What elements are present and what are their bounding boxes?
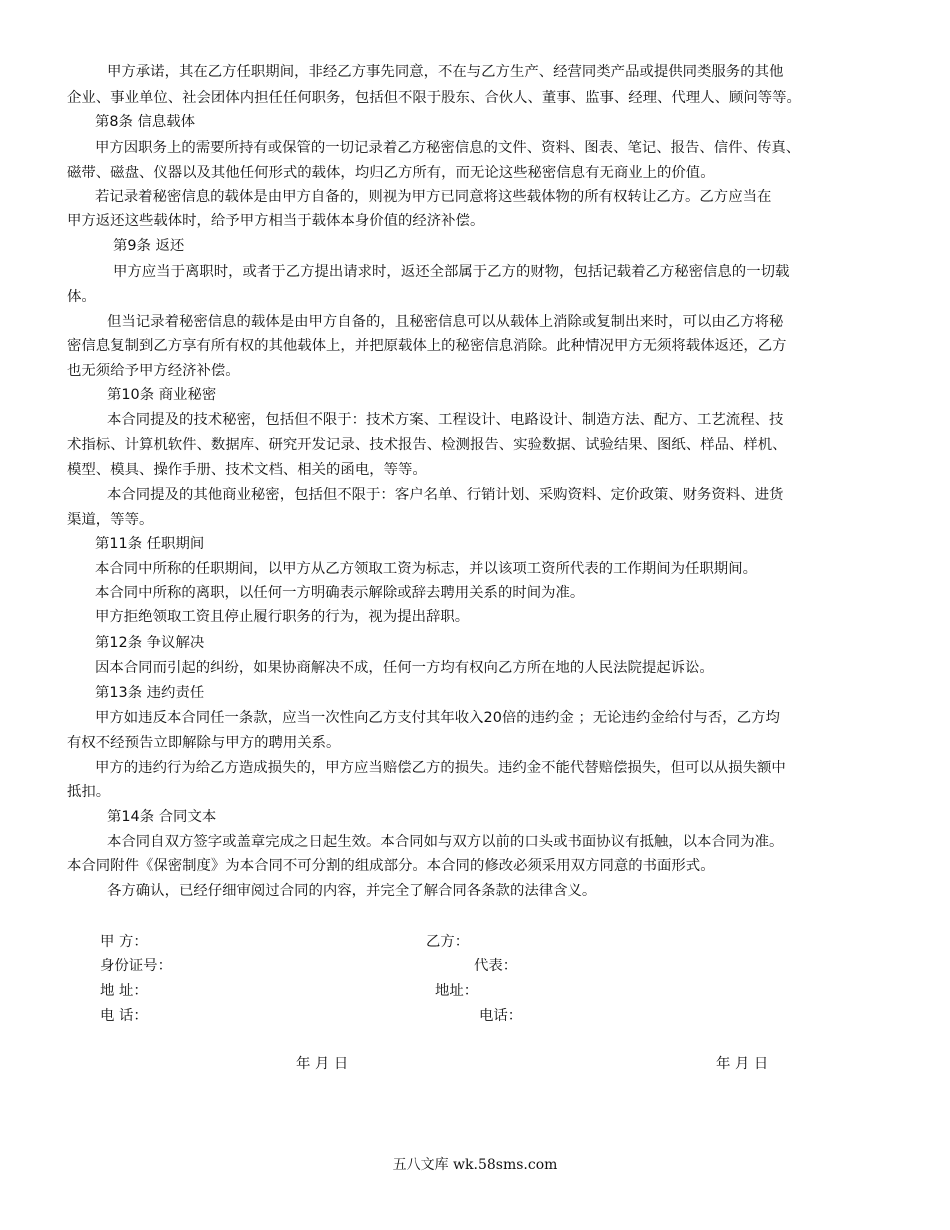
- body-line: 因本合同而引起的纠纷，如果协商解决不成，任何一方均有权向乙方所在地的人民法院提起诉讼。: [95, 660, 714, 676]
- address-a-label: 地 址：: [100, 983, 148, 999]
- body-line: 渠道，等等。: [67, 512, 154, 528]
- page-footer: 五八文库 wk.58sms.com: [392, 1157, 558, 1173]
- phone-a-label: 电 话：: [100, 1008, 148, 1024]
- body-line: 抵扣。: [67, 784, 111, 800]
- body-line: 甲方因职务上的需要所持有或保管的一切记录着乙方秘密信息的文件、资料、图表、笔记、报告、信件、传真、: [95, 140, 801, 156]
- body-line: 甲方应当于离职时，或者于乙方提出请求时，返还全部属于乙方的财物，包括记载着乙方秘密信息的一切载: [113, 264, 790, 280]
- section-heading: 第10条 商业秘密: [107, 387, 217, 403]
- body-line: 本合同中所称的任职期间，以甲方从乙方领取工资为标志，并以该项工资所代表的工作期间为任职期间。: [95, 561, 757, 577]
- party-a-label: 甲 方：: [100, 934, 148, 950]
- body-line: 甲方拒绝领取工资且停止履行职务的行为，视为提出辞职。: [95, 609, 470, 625]
- body-line: 本合同自双方签字或盖章完成之日起生效。本合同如与双方以前的口头或书面协议有抵触，以本合同为准。: [107, 834, 784, 850]
- section-heading: 第9条 返还: [113, 238, 185, 254]
- section-heading: 第14条 合同文本: [107, 809, 217, 825]
- body-line: 企业、事业单位、社会团体内担任任何职务，包括但不限于股东、合伙人、董事、监事、经理、代理人、顾问等等。: [67, 90, 801, 106]
- address-b-label: 地址：: [435, 983, 479, 999]
- phone-b-label: 电话：: [479, 1008, 523, 1024]
- body-line: 术指标、计算机软件、数据库、研究开发记录、技术报告、检测报告、实验数据、试验结果、图纸、样品、样机、: [67, 437, 787, 453]
- section-heading: 第12条 争议解决: [95, 635, 205, 651]
- body-line: 各方确认，已经仔细审阅过合同的内容，并完全了解合同各条款的法律含义。: [107, 883, 597, 899]
- date-a: 年 月 日: [296, 1056, 349, 1072]
- body-line: 模型、模具、操作手册、技术文档、相关的函电，等等。: [67, 462, 427, 478]
- representative-label: 代表：: [474, 958, 518, 974]
- body-line: 密信息复制到乙方享有所有权的其他载体上，并把原载体上的秘密信息消除。此种情况甲方无须将载体返还，乙方: [67, 338, 787, 354]
- body-line: 磁带、磁盘、仪器以及其他任何形式的载体，均归乙方所有，而无论这些秘密信息有无商业上的价值。: [67, 165, 715, 181]
- body-line: 本合同附件《保密制度》为本合同不可分割的组成部分。本合同的修改必须采用双方同意的书面形式。: [67, 858, 715, 874]
- body-line: 甲方如违反本合同任一条款，应当一次性向乙方支付其年收入20倍的违约金 ；无论违约金给付与否，乙方均: [95, 710, 780, 726]
- body-line: 甲方返还这些载体时，给予甲方相当于载体本身价值的经济补偿。: [67, 213, 485, 229]
- section-heading: 第13条 违约责任: [95, 685, 205, 701]
- body-line: 甲方的违约行为给乙方造成损失的，甲方应当赔偿乙方的损失。违约金不能代替赔偿损失，但可以从损失额中: [95, 760, 786, 776]
- party-b-label: 乙方：: [426, 934, 470, 950]
- body-line: 若记录着秘密信息的载体是由甲方自备的，则视为甲方已同意将这些载体物的所有权转让乙方。乙方应当在: [95, 189, 772, 205]
- id-number-label: 身份证号：: [100, 958, 172, 974]
- body-line: 体。: [67, 289, 96, 305]
- body-line: 有权不经预告立即解除与甲方的聘用关系。: [67, 735, 341, 751]
- section-heading: 第8条 信息载体: [95, 114, 196, 130]
- body-line: 也无须给予甲方经济补偿。: [67, 363, 240, 379]
- body-line: 本合同提及的技术秘密，包括但不限于：技术方案、工程设计、电路设计、制造方法、配方、工艺流程、技: [107, 412, 784, 428]
- body-line: 本合同中所称的离职，以任何一方明确表示解除或辞去聘用关系的时间为准。: [95, 585, 585, 601]
- section-heading: 第11条 任职期间: [95, 536, 205, 552]
- body-line: 甲方承诺，其在乙方任职期间，非经乙方事先同意，不在与乙方生产、经营同类产品或提供同类服务的其他: [107, 64, 784, 80]
- body-line: 但当记录着秘密信息的载体是由甲方自备的，且秘密信息可以从载体上消除或复制出来时，可以由乙方将秘: [107, 314, 784, 330]
- date-b: 年 月 日: [716, 1056, 769, 1072]
- body-line: 本合同提及的其他商业秘密，包括但不限于：客户名单、行销计划、采购资料、定价政策、财务资料、进货: [107, 487, 784, 503]
